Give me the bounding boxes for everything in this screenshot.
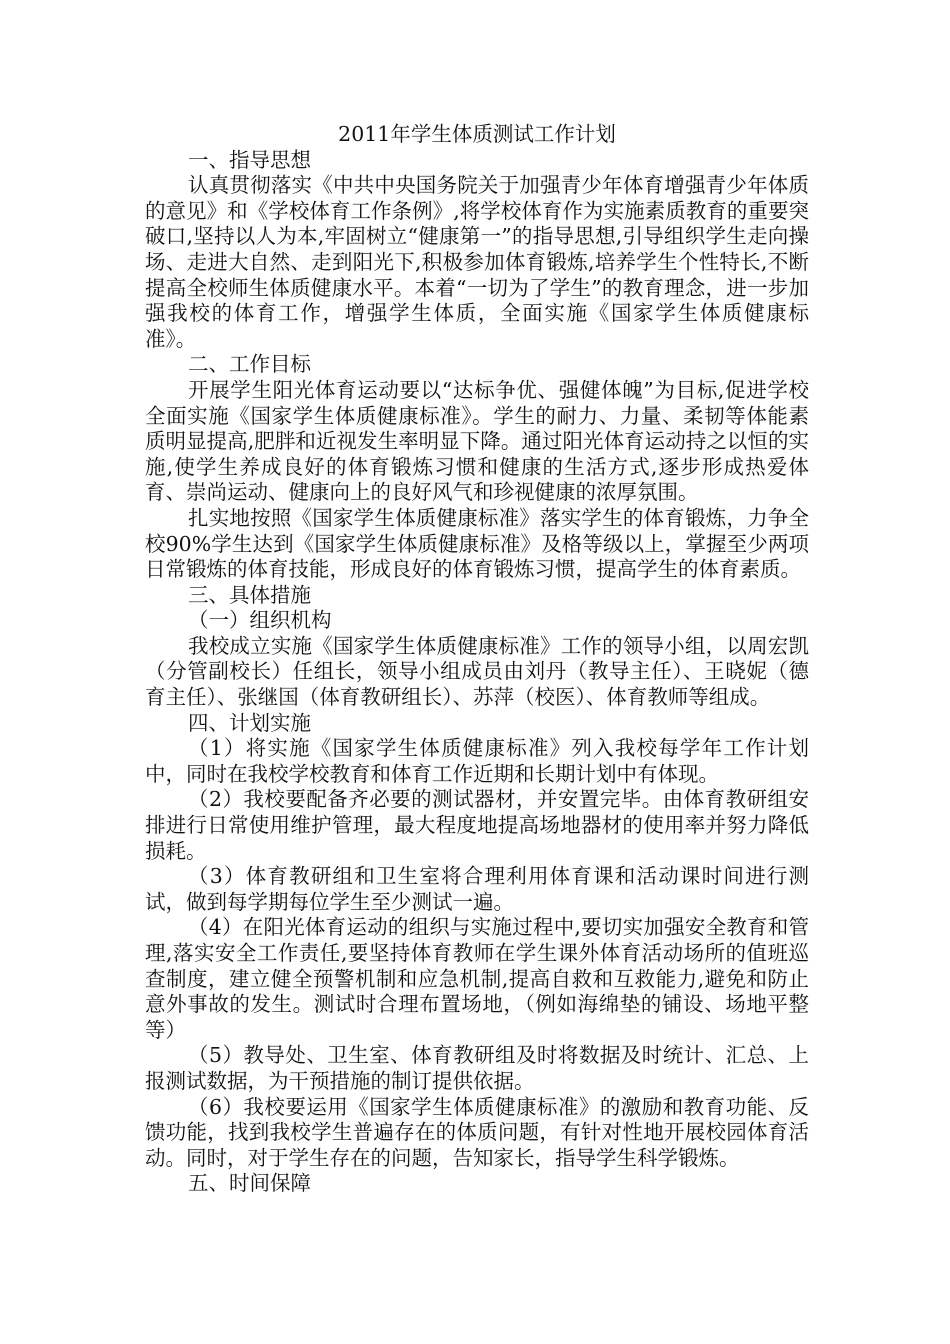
paragraph: 我校成立实施《国家学生体质健康标准》工作的领导小组，以周宏凯（分管副校长）任组长，领导小组成员由刘丹（教导主任）、王晓妮（德育主任）、张继国（体育教研组长）、苏萍（校医）、体育教师等组成。 xyxy=(145,633,809,710)
paragraph: （6）我校要运用《国家学生体质健康标准》的激励和教育功能、反馈功能，找到我校学生普遍存在的体质问题，有针对性地开展校园体育活动。同时，对于学生存在的问题，告知家长，指导学生科学锻炼。 xyxy=(145,1094,809,1170)
paragraph: （1）将实施《国家学生体质健康标准》列入我校每学年工作计划中，同时在我校学校教育和体育工作近期和长期计划中有体现。 xyxy=(145,736,809,786)
section-heading: 二、工作目标 xyxy=(188,352,311,377)
section-heading: 四、计划实施 xyxy=(188,710,311,735)
document-blocks xyxy=(145,148,809,1197)
section-heading: 三、具体措施 xyxy=(188,582,311,607)
document-title: 2011年学生体质测试工作计划 xyxy=(338,122,616,146)
document-body xyxy=(145,122,809,1197)
paragraph: （2）我校要配备齐必要的测试器材，并安置完毕。由体育教研组安排进行日常使用维护管理，最大程度地提高场地器材的使用率并努力降低损耗。 xyxy=(145,787,809,863)
paragraph: 开展学生阳光体育运动要以“达标争优、强健体魄”为目标,促进学校全面实施《国家学生体质健康标准》。学生的耐力、力量、柔韧等体能素质明显提高,肥胖和近视发生率明显下降。通过阳光体育运动持之以恒的实施,使学生养成良好的体育锻炼习惯和健康的生活方式,逐步形成热爱体育、崇尚运动、健康向上的良好风气和珍视健康的浓厚氛围。 xyxy=(145,377,809,505)
section-heading: 一、指导思想 xyxy=(188,147,311,172)
section-heading: 五、时间保障 xyxy=(188,1171,311,1196)
section-heading: （一）组织机构 xyxy=(188,608,332,633)
paragraph: 扎实地按照《国家学生体质健康标准》落实学生的体育锻炼，力争全校90%学生达到《国家学生体质健康标准》及格等级以上，掌握至少两项日常锻炼的体育技能，形成良好的体育锻炼习惯，提高学生的体育素质。 xyxy=(145,505,809,582)
paragraph: （3）体育教研组和卫生室将合理利用体育课和活动课时间进行测试，做到每学期每位学生至少测试一遍。 xyxy=(145,864,809,914)
paragraph: 认真贯彻落实《中共中央国务院关于加强青少年体育增强青少年体质的意见》和《学校体育工作条例》,将学校体育作为实施素质教育的重要突破口,坚持以人为本,牢固树立“健康第一”的指导思想,引导组织学生走向操场、走进大自然、走到阳光下,积极参加体育锻炼,培养学生个性特长,不断提高全校师生体质健康水平。本着“一切为了学生”的教育理念，进一步加强我校的体育工作，增强学生体质，全面实施《国家学生体质健康标准》。 xyxy=(145,173,809,351)
paragraph: （5）教导处、卫生室、体育教研组及时将数据及时统计、汇总、上报测试数据，为干预措施的制订提供依据。 xyxy=(145,1043,809,1093)
paragraph: （4）在阳光体育运动的组织与实施过程中,要切实加强安全教育和管理,落实安全工作责任,要坚持体育教师在学生课外体育活动场所的值班巡查制度，建立健全预警机制和应急机制,提高自救和互救能力,避免和防止意外事故的发生。测试时合理布置场地，（例如海绵垫的铺设、场地平整等） xyxy=(145,915,809,1042)
